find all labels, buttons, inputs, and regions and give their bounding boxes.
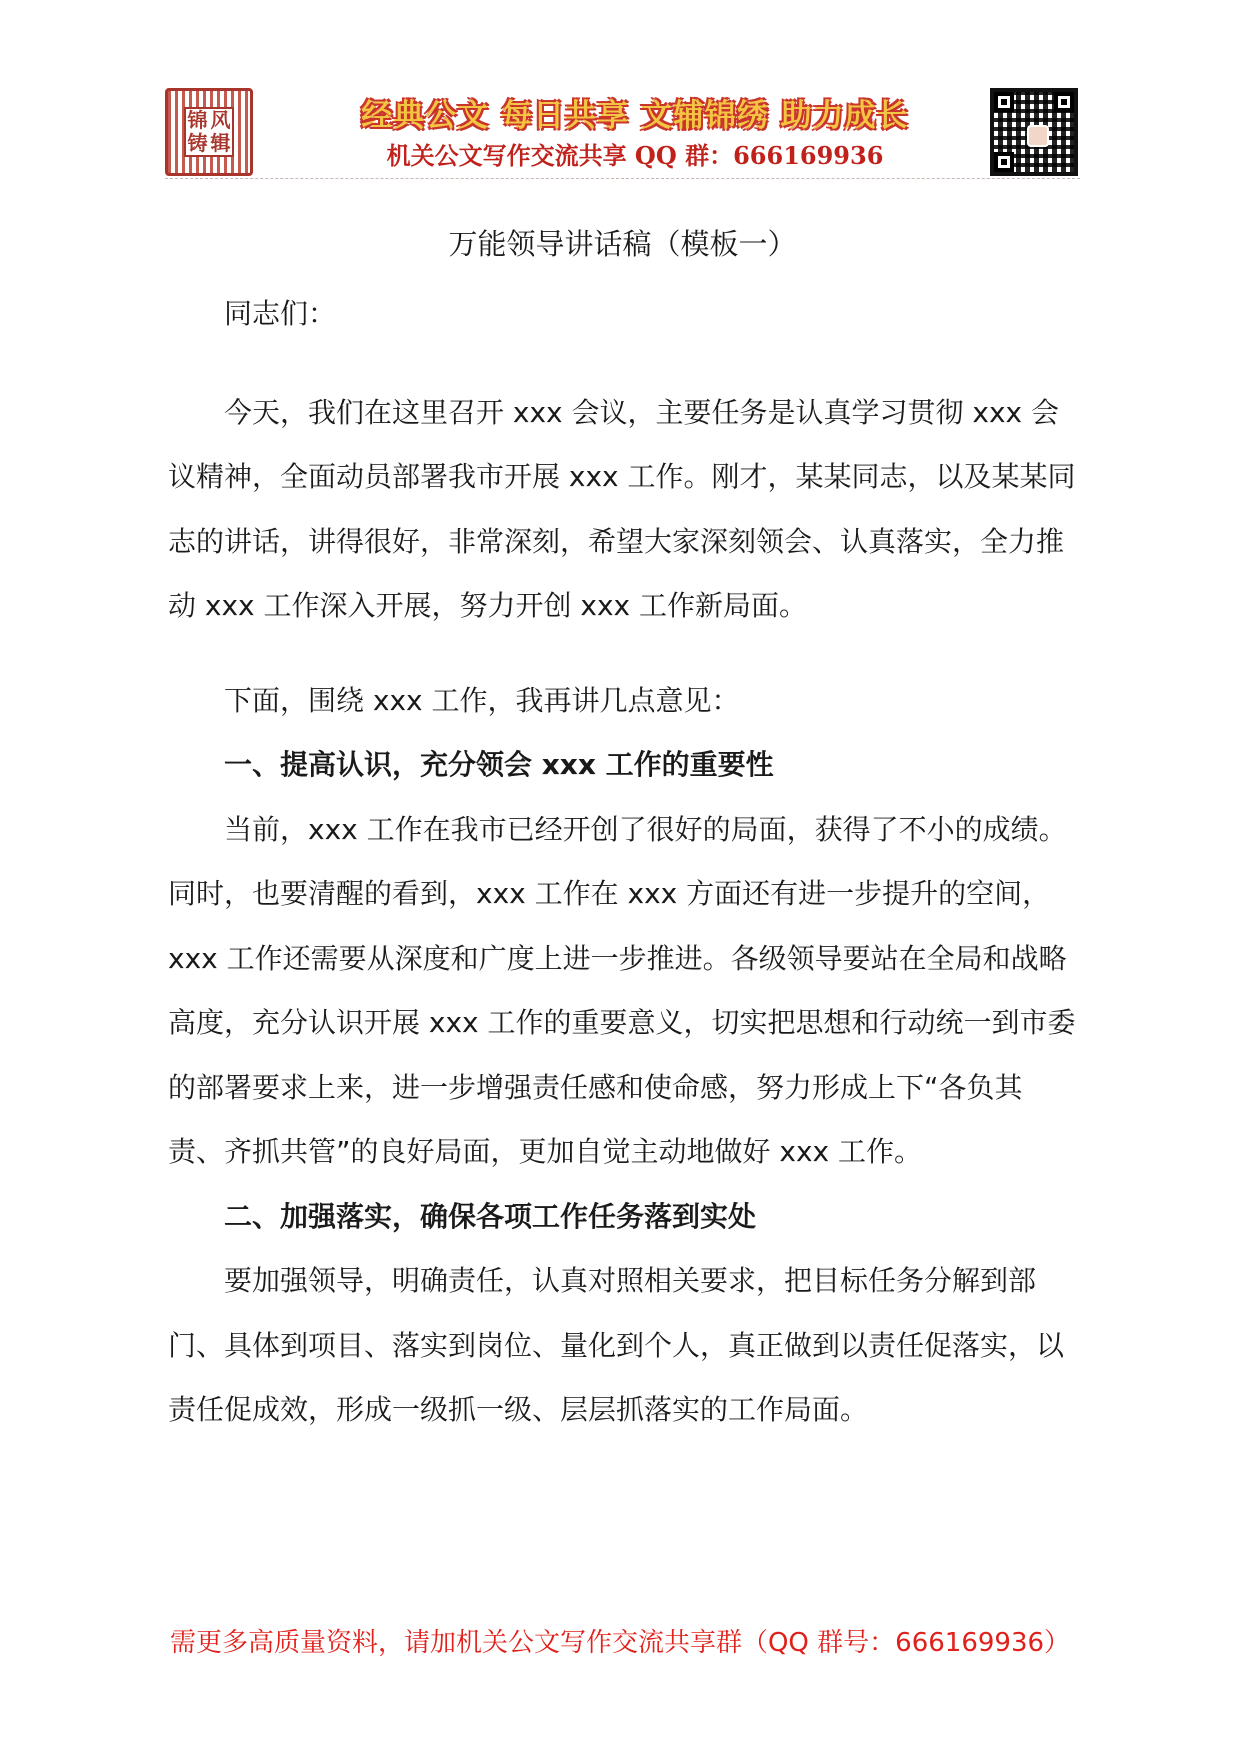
footer-promo: 需更多高质量资料，请加机关公文写作交流共享群（QQ 群号：666169936） (169, 1628, 1071, 1658)
logo-inner (184, 107, 234, 157)
qq-group-line: 机关公文写作交流共享 QQ 群：666169936 (386, 141, 884, 170)
header-slogan: 经典公文 每日共享 文辅锦绣 助力成长 (361, 98, 909, 134)
document-title: 万能领导讲话稿（模板一） (448, 227, 797, 261)
logo-char: 锦 (187, 108, 208, 132)
lead-paragraph: 下面，围绕 xxx 工作，我再讲几点意见： (224, 683, 740, 717)
qr-finder (994, 152, 1014, 172)
qr-avatar-icon (1027, 125, 1049, 147)
logo-char: 辑 (210, 131, 231, 155)
logo-seal-icon (165, 88, 253, 176)
section-heading-2: 二、加强落实，确保各项工作任务落到实处 (224, 1199, 757, 1233)
logo-char: 铸 (187, 131, 208, 155)
qr-finder (1054, 92, 1074, 112)
logo-char: 风 (210, 108, 231, 132)
header-divider (165, 178, 1080, 179)
intro-paragraph: 今天，我们在这里召开 xxx 会议，主要任务是认真学习贯彻 xxx 会议精神，全面动员部署我市开展 xxx 工作。刚才，某某同志，以及某某同志的讲话，讲得很好，非常深刻，希望大家深刻领会、认真落实，全力推动 xxx 工作深入开展，努力开创 xxx 工作新局面。 (168, 395, 1076, 622)
qr-code-icon (990, 88, 1078, 176)
section-heading-1: 一、提高认识，充分领会 xxx 工作的重要性 (224, 748, 774, 781)
page-header (165, 84, 1080, 180)
document-body (168, 282, 1078, 1443)
qr-finder (994, 92, 1014, 112)
greeting: 同志们： (224, 297, 337, 330)
section-2-body: 要加强领导，明确责任，认真对照相关要求，把目标任务分解到部门、具体到项目、落实到岗位、量化到个人，真正做到以责任促落实，以责任促成效，形成一级抓一级、层层抓落实的工作局面。 (168, 1264, 1065, 1426)
section-1-body: 当前，xxx 工作在我市已经开创了很好的局面，获得了不小的成绩。同时，也要清醒的看到，xxx 工作在 xxx 方面还有进一步提升的空间，xxx 工作还需要从深度和广度上进一步推进。各级领导要站在全局和战略高度，充分认识开展 xxx 工作的重要意义，切实把思想和行动统一到市委的部署要求上来，进一步增强责任感和使命感，努力形成上下“各负其责、齐抓共管”的良好局面，更加自觉主动地做好 xxx 工作。 (168, 812, 1076, 1168)
